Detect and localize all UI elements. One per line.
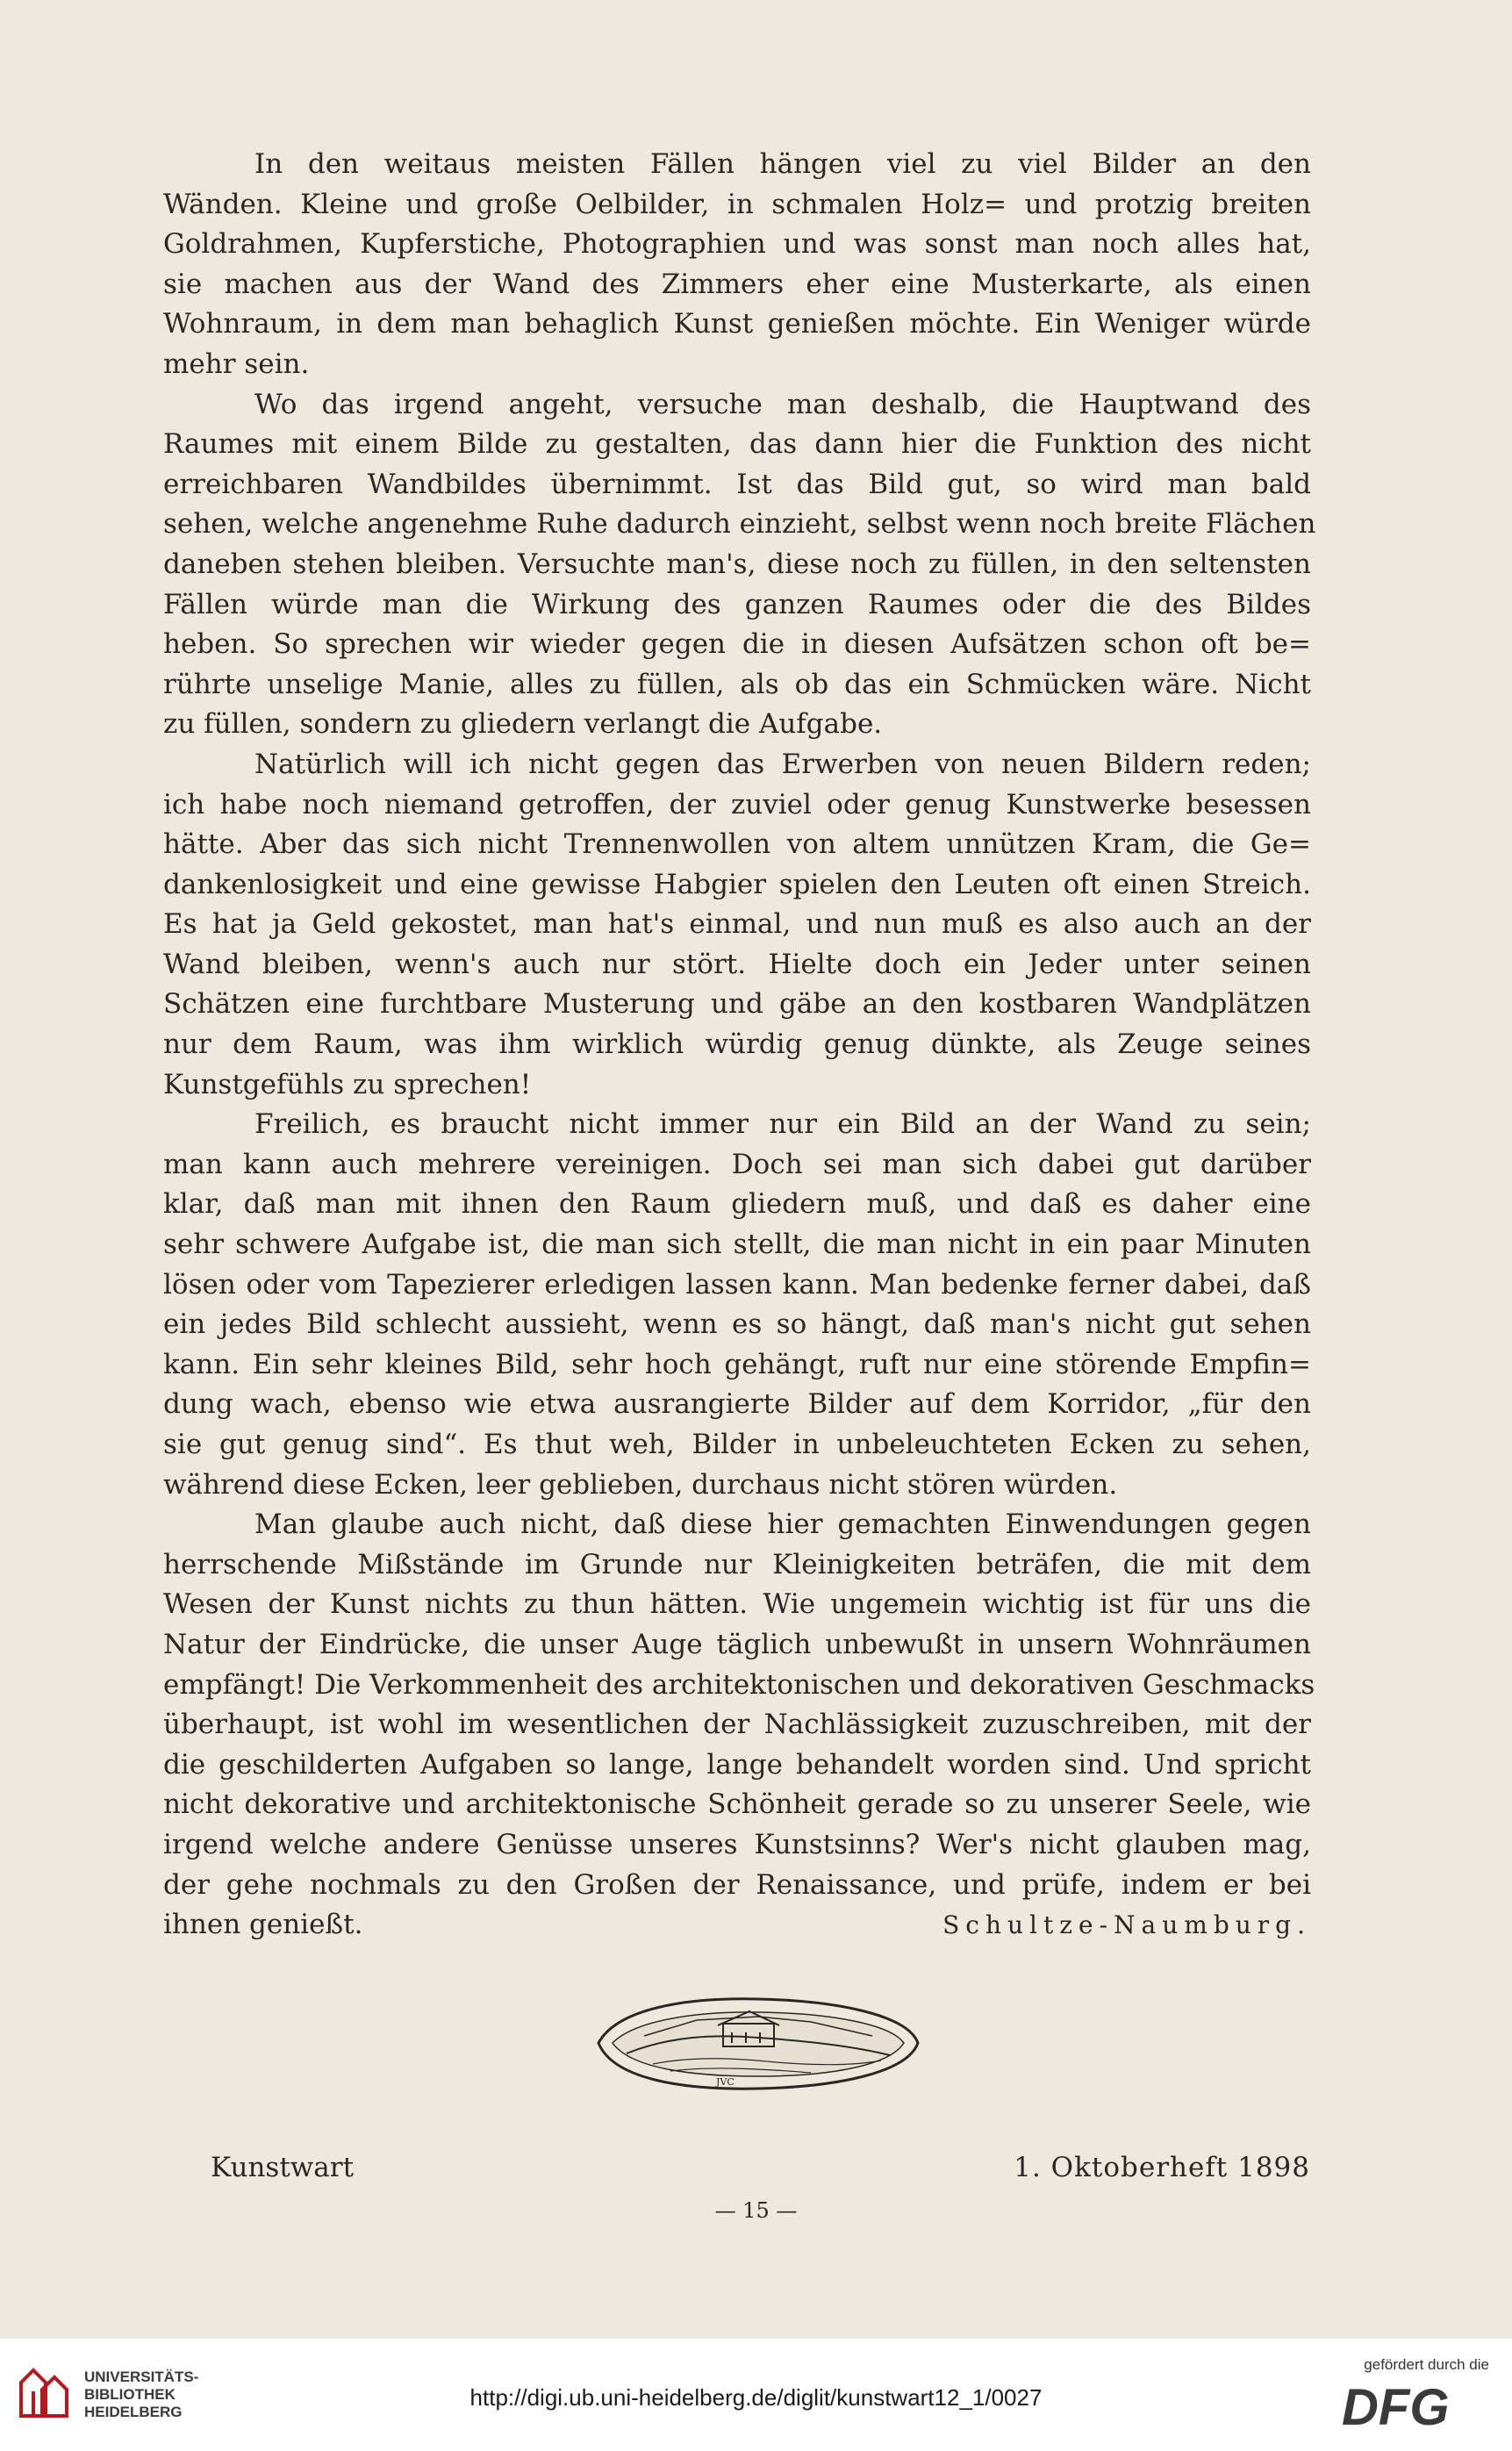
text-line: In den weitaus meisten Fällen hängen viel zu viel Bilder an den (254, 148, 1311, 180)
institution-line: HEIDELBERG (84, 2404, 183, 2420)
text-line: rührte unselige Manie, alles zu füllen, als ob das ein Schmücken wäre. Nicht (163, 668, 1311, 700)
paragraph-4 (163, 1105, 1311, 1505)
permalink-url[interactable]: http://digi.ub.uni-heidelberg.de/diglit/kunstwart12_1/0027 (469, 2384, 1043, 2411)
text-line: überhaupt, ist wohl im wesentlichen der Nachlässigkeit zuzuschreiben, mit der (163, 1709, 1311, 1741)
text-line: Fällen würde man die Wirkung des ganzen Raumes oder die des Bildes (163, 588, 1311, 620)
text-line: Freilich, es braucht nicht immer nur ein Bild an der Wand zu sein; (254, 1108, 1311, 1141)
text-line: Natur der Eindrücke, die unser Auge täglich unbewußt in unsern Wohnräumen (163, 1628, 1311, 1660)
text-line: Man glaube auch nicht, daß diese hier gemachten Einwendungen gegen (254, 1509, 1311, 1541)
text-line: Schätzen eine furchtbare Musterung und gäbe an den kostbaren Wandplätzen (163, 988, 1311, 1021)
text-line: lösen oder vom Tapezierer erledigen lassen kann. Man bedenke ferner dabei, daß (163, 1268, 1311, 1301)
text-line: Raumes mit einem Bilde zu gestalten, das dann hier die Funktion des nicht (163, 428, 1311, 461)
text-line: nicht dekorative und architektonische Schönheit gerade so zu unserer Seele, wie (163, 1788, 1311, 1821)
text-line: Natürlich will ich nicht gegen das Erwerben von neuen Bildern reden; (254, 748, 1311, 780)
paragraph-3 (163, 745, 1311, 1105)
paragraph-5 (163, 1505, 1315, 1946)
closing-line (163, 1905, 1311, 1946)
text-line: Goldrahmen, Kupferstiche, Photographien und was sonst man noch alles hat, (163, 228, 1311, 261)
page-number: — 15 — (714, 2198, 798, 2223)
text-line: irgend welche andere Genüsse unseres Kunstsinns? Wer's nicht glauben mag, (163, 1828, 1311, 1860)
dfg-logo-icon[interactable] (1342, 2381, 1489, 2430)
text-line: sie machen aus der Wand des Zimmers eher eine Musterkarte, als einen (163, 268, 1311, 300)
issue-date: 1. Oktoberheft 1898 (1014, 2152, 1310, 2183)
text-line: kann. Ein sehr kleines Bild, sehr hoch gehängt, ruft nur eine störende Empfin= (163, 1348, 1311, 1380)
paragraph-1 (163, 145, 1311, 385)
text-line: herrschende Mißstände im Grunde nur Kleinigkeiten beträfen, die mit dem (163, 1548, 1311, 1580)
vignette-initials: JVC (716, 2076, 735, 2088)
text-line: ihnen genießt. (163, 1909, 363, 1941)
author-signature: Schultze-Naumburg. (942, 1910, 1311, 1940)
text-line: sehr schwere Aufgabe ist, die man sich stellt, die man nicht in ein paar Minuten (163, 1229, 1311, 1261)
paragraph-2 (163, 385, 1316, 745)
text-line: klar, daß man mit ihnen den Raum gliedern muß, und daß es daher eine (163, 1188, 1311, 1221)
text-line: Wohnraum, in dem man behaglich Kunst genießen möchte. Ein Weniger würde (163, 308, 1311, 340)
text-line: Wänden. Kleine und große Oelbilder, in schmalen Holz= und protzig breiten (163, 188, 1311, 220)
text-line: der gehe nochmals zu den Großen der Renaissance, und prüfe, indem er bei (163, 1868, 1311, 1901)
text-line: heben. So sprechen wir wieder gegen die in diesen Aufsätzen schon oft be= (163, 628, 1311, 661)
text-line: hätte. Aber das sich nicht Trennenwollen von altem unnützen Kram, die Ge= (163, 828, 1311, 861)
text-line: ein jedes Bild schlecht aussieht, wenn es so hängt, daß man's nicht gut sehen (163, 1308, 1311, 1341)
institution-line: UNIVERSITÄTS- (84, 2369, 199, 2385)
text-line: man kann auch mehrere vereinigen. Doch sei man sich dabei gut darüber (163, 1148, 1311, 1180)
text-line: mehr sein. (163, 348, 310, 380)
text-line: empfängt! Die Verkommenheit des architektonischen und dekorativen Geschmacks (163, 1668, 1315, 1701)
digitization-bar (0, 2339, 1512, 2451)
text-line: zu füllen, sondern zu gliedern verlangt die Aufgabe. (163, 708, 883, 741)
text-line: nur dem Raum, was ihm wirklich würdig genug dünkte, als Zeuge seines (163, 1028, 1311, 1061)
funding-caption: gefördert durch die (1364, 2356, 1489, 2373)
text-line: daneben stehen bleiben. Versuchte man's, diese noch zu füllen, in den seltensten (163, 548, 1311, 580)
text-line: Es hat ja Geld gekostet, man hat's einmal, und nun muß es also auch an der (163, 908, 1311, 941)
text-line: sehen, welche angenehme Ruhe dadurch einzieht, selbst wenn noch breite Flächen (163, 508, 1316, 541)
institution-line: BIBLIOTHEK (84, 2386, 176, 2403)
landscape-vignette (591, 1982, 925, 2104)
journal-name: Kunstwart (211, 2152, 355, 2183)
text-line: sie gut genug sind“. Es thut weh, Bilder in unbeleuchteten Ecken zu sehen, (163, 1429, 1311, 1460)
text-line: während diese Ecken, leer geblieben, durchaus nicht stören würden. (163, 1468, 1118, 1501)
text-line: dankenlosigkeit und eine gewisse Habgier spielen den Leuten oft einen Streich. (163, 868, 1311, 900)
text-line: Kunstgefühls zu sprechen! (163, 1068, 532, 1100)
text-line: dung wach, ebenso wie etwa ausrangierte Bilder auf dem Korridor, „für den (163, 1388, 1311, 1421)
text-line: Wo das irgend angeht, versuche man deshalb, die Hauptwand des (254, 388, 1311, 420)
text-line: ich habe noch niemand getroffen, der zuviel oder genug Kunstwerke besessen (163, 788, 1311, 821)
text-line: die geschilderten Aufgaben so lange, lange behandelt worden sind. Und spricht (163, 1748, 1311, 1781)
text-line: erreichbaren Wandbildes übernimmt. Ist das Bild gut, so wird man bald (163, 468, 1311, 500)
text-line: Wesen der Kunst nichts zu thun hätten. Wie ungemein wichtig ist für uns die (163, 1588, 1311, 1621)
dfg-logo-text: DFG (1342, 2381, 1450, 2430)
article-text (163, 145, 1316, 1946)
text-line: Wand bleiben, wenn's auch nur stört. Hielte doch ein Jeder unter seinen (163, 948, 1311, 980)
